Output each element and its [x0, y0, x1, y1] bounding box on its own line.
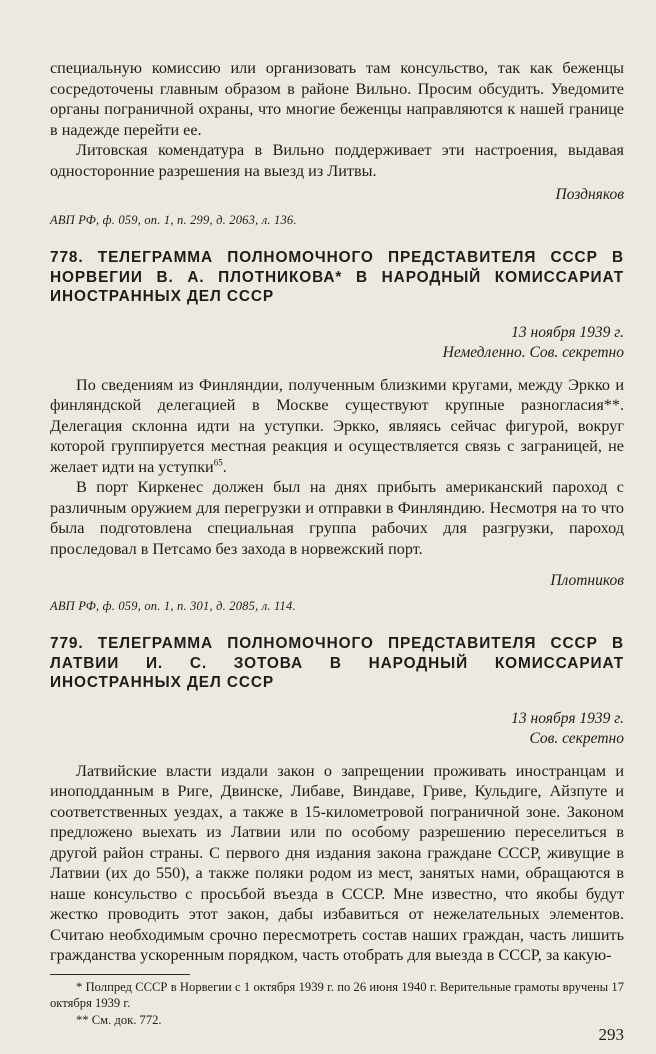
document-778-date: 13 ноября 1939 г.: [511, 323, 624, 341]
endnote-ref: 65: [213, 457, 223, 468]
document-778-heading: 778. ТЕЛЕГРАММА ПОЛНОМОЧНОГО ПРЕДСТАВИТЕЛЯ СССР В НОРВЕГИИ В. А. ПЛОТНИКОВА* В НАРОДНЫЙ КОМИССАРИАТ ИНОСТРАННЫХ ДЕЛ СССР: [50, 249, 624, 305]
page-number: 293: [598, 1025, 624, 1044]
continuation-paragraph: специальную комиссию или организовать там консульство, так как беженцы сосредоточены главным образом в районе Вильно. Просим обсудить. Уведомите органы пограничной охраны, что многие беженцы направляются к нашей границе в надежде перейти ее.: [50, 59, 624, 139]
archive-source: АВП РФ, ф. 059, оп. 1, п. 299, д. 2063, л. 136.: [50, 213, 297, 227]
archive-source: АВП РФ, ф. 059, оп. 1, п. 301, д. 2085, л. 114.: [50, 599, 296, 613]
footnote-1: * Полпред СССР в Норвегии с 1 октября 1939 г. по 26 июня 1940 г. Верительные грамоты вручены 17 октября 1939 г.: [50, 979, 624, 1010]
footnote-divider: [50, 974, 190, 975]
footnote-2: ** См. док. 772.: [76, 1012, 162, 1027]
document-778-paragraph-2: В порт Киркенес должен был на днях прибыть американский пароход с различным оружием для перегрузки и отправки в Финляндию. Несмотря на то что была подготовлена специальная группа рабочих для разгрузки, пароход проследовал в Петсамо без захода в норвежский порт.: [50, 478, 624, 558]
document-779-heading: 779. ТЕЛЕГРАММА ПОЛНОМОЧНОГО ПРЕДСТАВИТЕЛЯ СССР В ЛАТВИИ И. С. ЗОТОВА В НАРОДНЫЙ КОМИССАРИАТ ИНОСТРАННЫХ ДЕЛ СССР: [50, 635, 624, 691]
signature-plotnikov: Плотников: [550, 572, 624, 589]
document-778-classification: Немедленно. Сов. секретно: [442, 343, 624, 361]
document-779-date: 13 ноября 1939 г.: [511, 709, 624, 727]
document-779-classification: Сов. секретно: [529, 729, 624, 747]
document-779-paragraph-1: Латвийские власти издали закон о запрещении проживать иностранцам и иноподданным в Риге, Двинске, Либаве, Виндаве, Гриве, Кульдиге, Айзпуте и соответственных уездах, а также в 15-километровой пограничной зоне. Законом предложено выехать из Латвии или по особому разрешению переселиться в другой район страны. С первого дня издания закона граждане СССР, живущие в Латвии (их до 550), а также поляки родом из мест, занятых нами, обращаются в наше консульство с просьбой въезда в СССР. Мне известно, что якобы будут жестко проводить этот закон, дабы избавиться от нежелательных элементов. Считаю необходимым срочно пересмотреть состав наших граждан, часть лишить гражданства ускоренным порядком, часть отобрать для выезда в СССР, за какую-: [50, 761, 624, 964]
text-column: [50, 58, 624, 1028]
signature-pozdnyakov: Поздняков: [555, 186, 624, 203]
document-778-paragraph-1: По сведениям из Финляндии, полученным близкими кругами, между Эркко и финляндской делегацией в Москве существуют крупные разногласия**. Делегация склонна идти на уступки. Эркко, являясь сейчас фигурой, вокруг которой группируется местная реакция и осуществляется связь с заграницей, не желает идти на уступки$^{65}$.: [50, 375, 624, 476]
continuation-paragraph-2: Литовская комендатура в Вильно поддерживает эти настроения, выдавая односторонние разрешения на выезд из Литвы.: [50, 141, 624, 180]
